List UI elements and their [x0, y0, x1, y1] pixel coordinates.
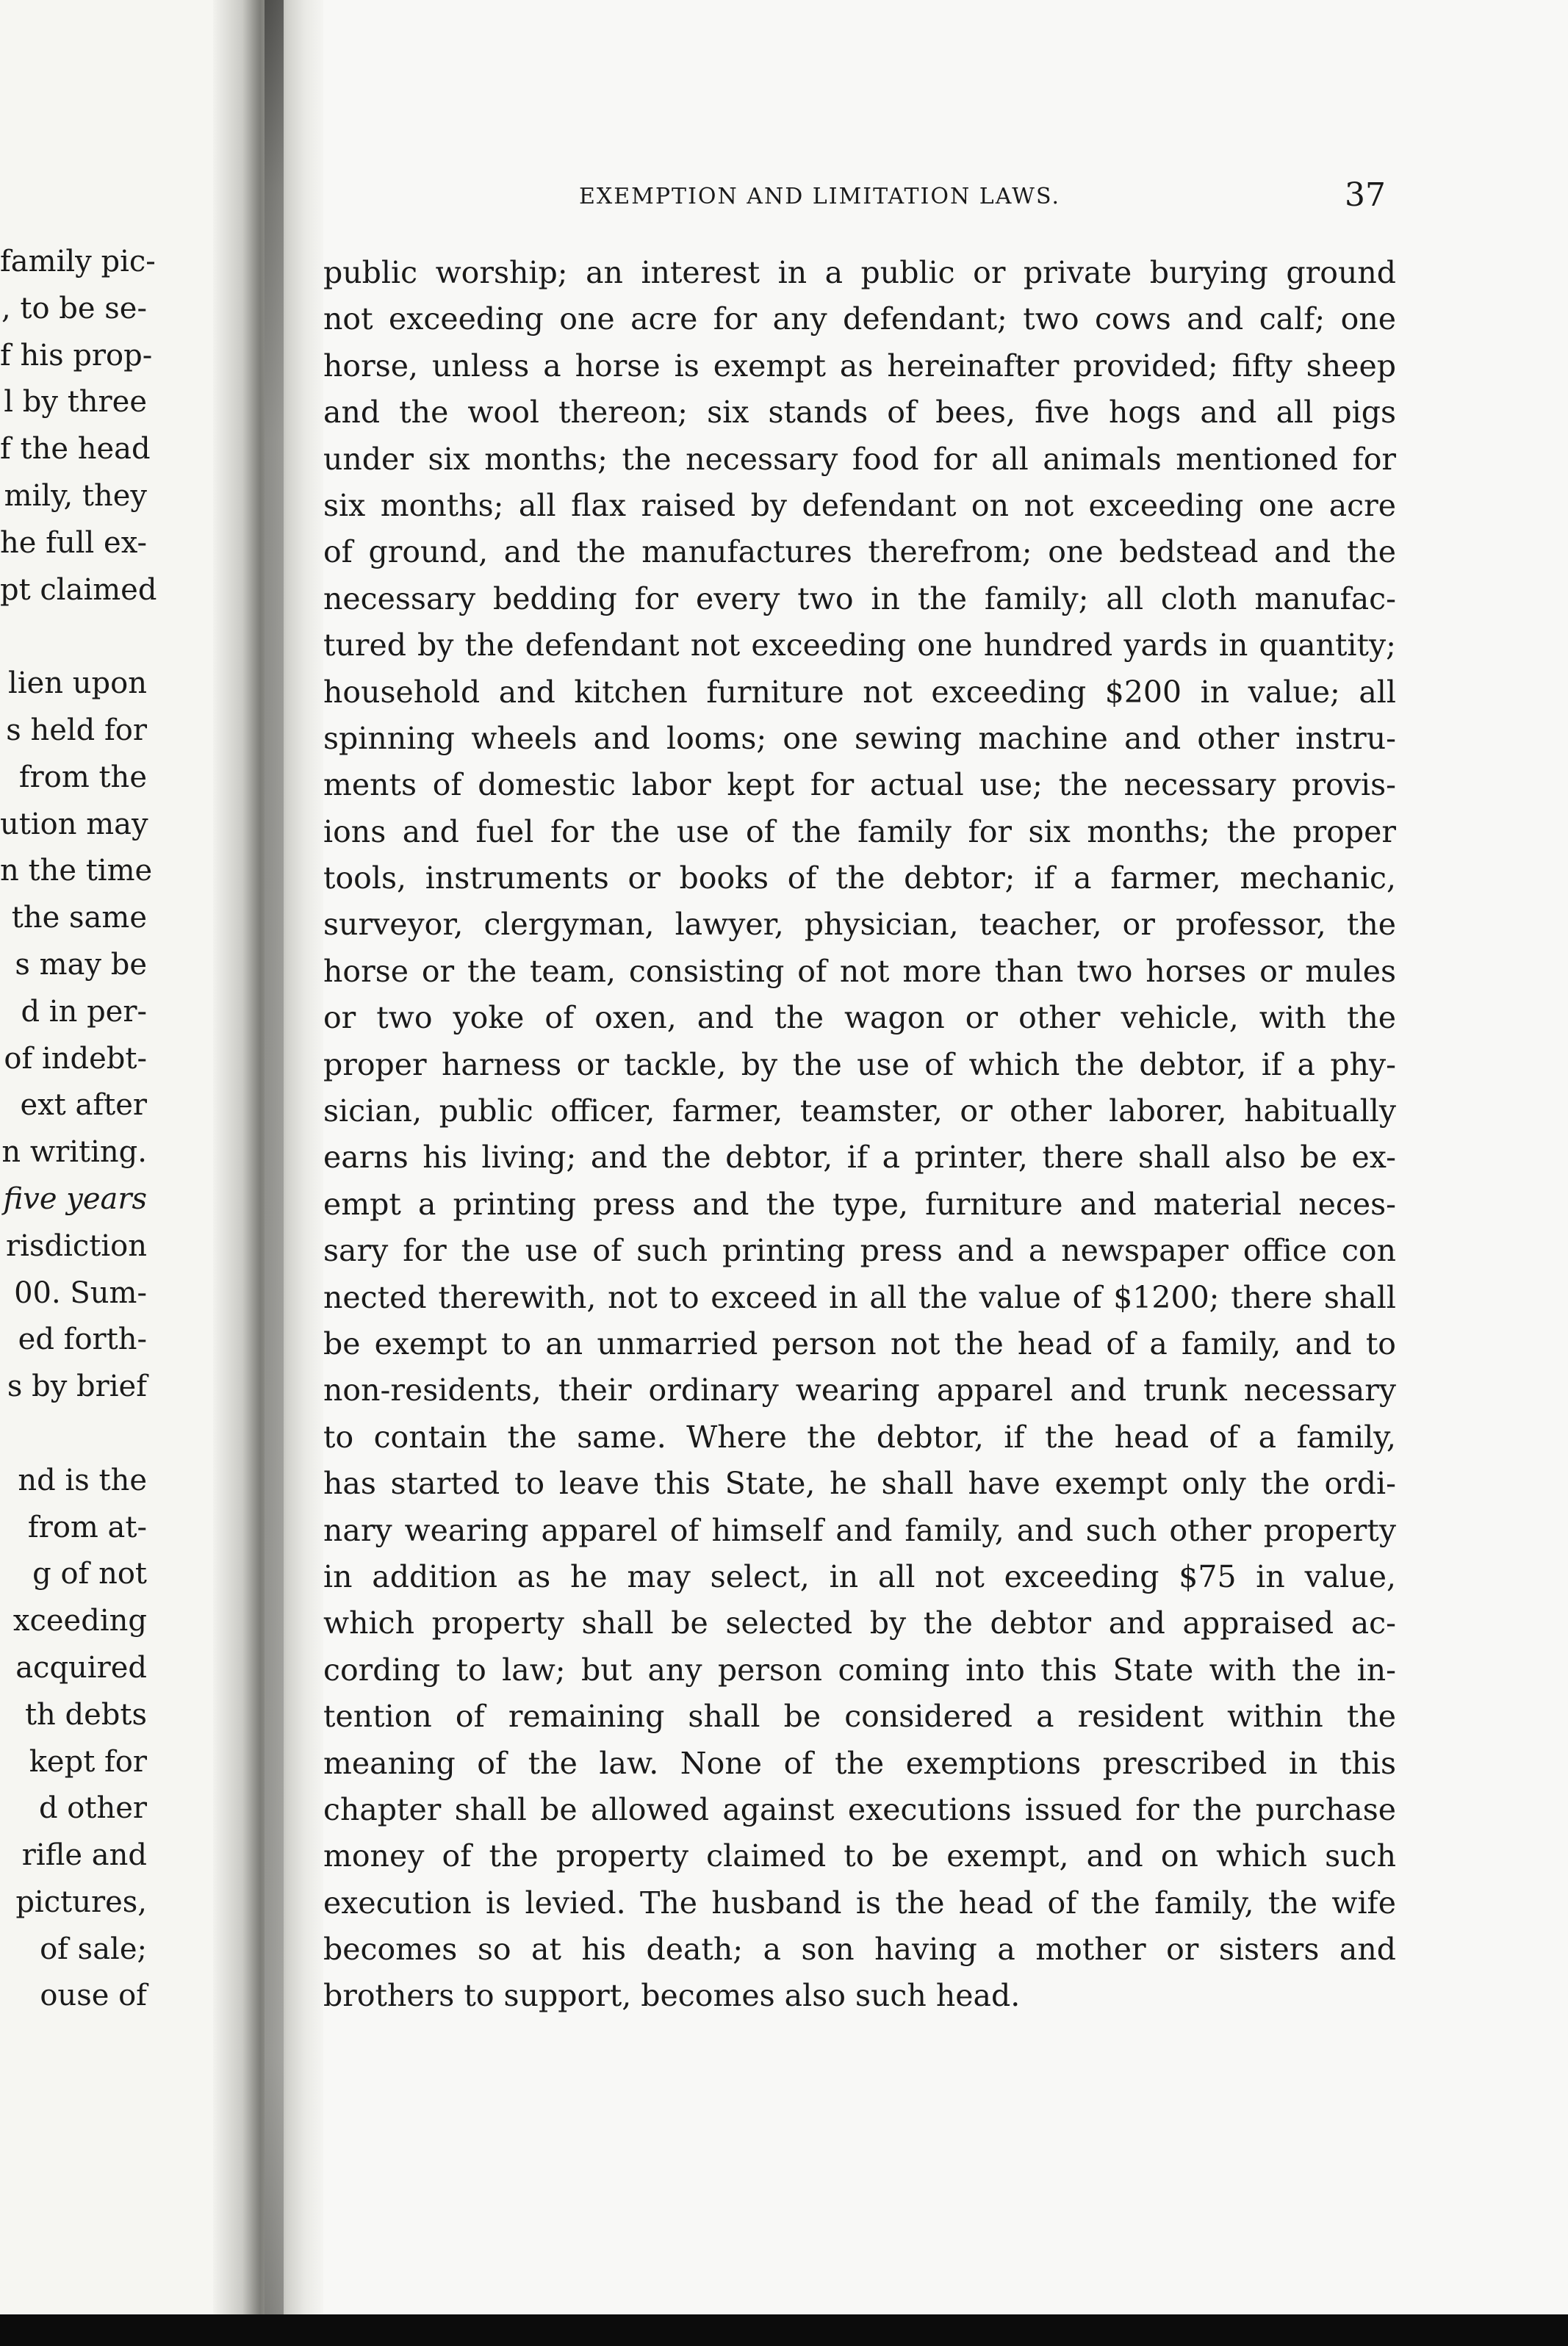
text-line: money of the property claimed to be exempt, and on which such [323, 1838, 1396, 1874]
left-line-italic: five years [3, 1181, 147, 1216]
text-line: nary wearing apparel of himself and family, and such other property [323, 1512, 1396, 1548]
left-line: g of not [32, 1557, 147, 1591]
left-line: lien upon [8, 666, 147, 701]
text-line: tured by the defendant not exceeding one hundred yards in quantity; [323, 627, 1396, 663]
left-line: l by three [4, 385, 147, 420]
left-line: ed forth- [18, 1323, 147, 1357]
text-line: nected therewith, not to exceed in all the value of $1200; there shall [323, 1279, 1396, 1315]
left-line: from the [18, 760, 147, 794]
text-line: household and kitchen furniture not exceeding $200 in value; all [323, 674, 1396, 710]
left-line: s held for [6, 713, 147, 747]
left-page-text [0, 239, 157, 2020]
text-line: chapter shall be allowed against executions issued for the purchase [323, 1791, 1396, 1827]
text-line: sician, public officer, farmer, teamster, or other laborer, habitually [323, 1093, 1396, 1129]
left-line: of sale; [40, 1932, 147, 1966]
text-line: horse or the team, consisting of not more than two horses or mules [323, 953, 1396, 989]
left-line: family pic- [0, 245, 156, 278]
left-line: n the time [0, 854, 153, 888]
left-line: d other [38, 1791, 147, 1826]
text-line: earns his living; and the debtor, if a printer, there shall also be ex- [323, 1140, 1396, 1176]
text-line: empt a printing press and the type, furniture and material neces- [323, 1186, 1396, 1222]
left-line: nd is the [18, 1463, 147, 1497]
left-line: xceeding [12, 1604, 147, 1638]
left-line: n writing. [1, 1135, 147, 1170]
left-line: mily, they [4, 478, 147, 513]
left-paragraph-gap [0, 1411, 147, 1458]
left-line: ext after [20, 1088, 147, 1123]
text-line: ments of domestic labor kept for actual use; the necessary provis- [323, 767, 1396, 803]
left-line: s may be [15, 947, 147, 982]
text-line: proper harness or tackle, by the use of which the debtor, if a phy- [323, 1046, 1396, 1082]
left-line: f the head [0, 432, 151, 467]
text-line: or two yoke of oxen, and the wagon or other vehicle, with the [323, 1000, 1396, 1036]
left-paragraph-gap [0, 614, 147, 661]
left-line: he full ex- [0, 525, 148, 560]
text-line: necessary bedding for every two in the family; all cloth manufac- [323, 580, 1396, 616]
text-line: be exempt to an unmarried person not the head of a family, and to [323, 1325, 1396, 1361]
body-text [323, 250, 1396, 2020]
text-line: to contain the same. Where the debtor, if the head of a family, [323, 1419, 1396, 1455]
left-line: the same [11, 901, 147, 935]
text-line: has started to leave this State, he shall have exempt only the ordi- [323, 1466, 1396, 1502]
left-line: f his prop- [0, 338, 153, 373]
text-line: meaning of the law. None of the exemptions prescribed in this [323, 1745, 1396, 1781]
left-line: d in per- [21, 994, 147, 1029]
left-line: ution may [0, 807, 148, 841]
text-line: not exceeding one acre for any defendant; two cows and calf; one [323, 301, 1396, 337]
text-line: execution is levied. The husband is the head of the family, the wife [323, 1885, 1396, 1921]
left-line: th debts [24, 1697, 147, 1732]
text-line: tools, instruments or books of the debtor; if a farmer, mechanic, [323, 860, 1396, 896]
left-line: s by brief [7, 1370, 147, 1404]
left-page-fragment [0, 0, 213, 2314]
page-number: 37 [1345, 176, 1386, 214]
text-line: spinning wheels and looms; one sewing machine and other instru- [323, 720, 1396, 756]
text-line-last: brothers to support, becomes also such head. [323, 1978, 1021, 2014]
text-line: which property shall be selected by the debtor and appraised ac- [323, 1605, 1396, 1641]
text-line: horse, unless a horse is exempt as hereinafter provided; fifty sheep [323, 348, 1396, 384]
left-line: , to be se- [1, 291, 147, 325]
left-line: rifle and [21, 1838, 147, 1873]
left-line: pictures, [15, 1885, 147, 1919]
text-line: cording to law; but any person coming into this State with the in- [323, 1652, 1396, 1688]
text-line: in addition as he may select, in all not exceeding $75 in value, [323, 1558, 1396, 1594]
left-line: acquired [15, 1650, 147, 1685]
left-line: from at- [27, 1510, 147, 1544]
left-line: ouse of [40, 1979, 147, 2013]
left-line: risdiction [6, 1228, 147, 1263]
text-line: six months; all flax raised by defendant on not exceeding one acre [323, 487, 1396, 523]
text-line: public worship; an interest in a public or private burying ground [323, 255, 1396, 290]
left-line: pt claimed [0, 572, 157, 607]
text-line: tention of remaining shall be considered a resident within the [323, 1699, 1396, 1735]
text-line: non-residents, their ordinary wearing apparel and trunk necessary [323, 1372, 1396, 1408]
left-line: kept for [29, 1744, 147, 1779]
text-line: surveyor, clergyman, lawyer, physician, teacher, or professor, the [323, 907, 1396, 943]
left-line: of indebt- [4, 1041, 147, 1076]
text-line: under six months; the necessary food for all animals mentioned for [323, 441, 1396, 477]
binding-edge [265, 0, 284, 2314]
left-line: 00. Sum- [14, 1275, 147, 1310]
text-line: of ground, and the manufactures therefrom; one bedstead and the [323, 534, 1396, 570]
text-line: and the wool thereon; six stands of bees, five hogs and all pigs [323, 395, 1396, 431]
text-line: sary for the use of such printing press and a newspaper office con [323, 1233, 1396, 1269]
scan-bottom-edge [0, 2314, 1568, 2346]
text-line: becomes so at his death; a son having a mother or sisters and [323, 1932, 1396, 1968]
text-line: ions and fuel for the use of the family for six months; the proper [323, 813, 1396, 849]
running-head: EXEMPTION AND LIMITATION LAWS. [579, 184, 1061, 209]
